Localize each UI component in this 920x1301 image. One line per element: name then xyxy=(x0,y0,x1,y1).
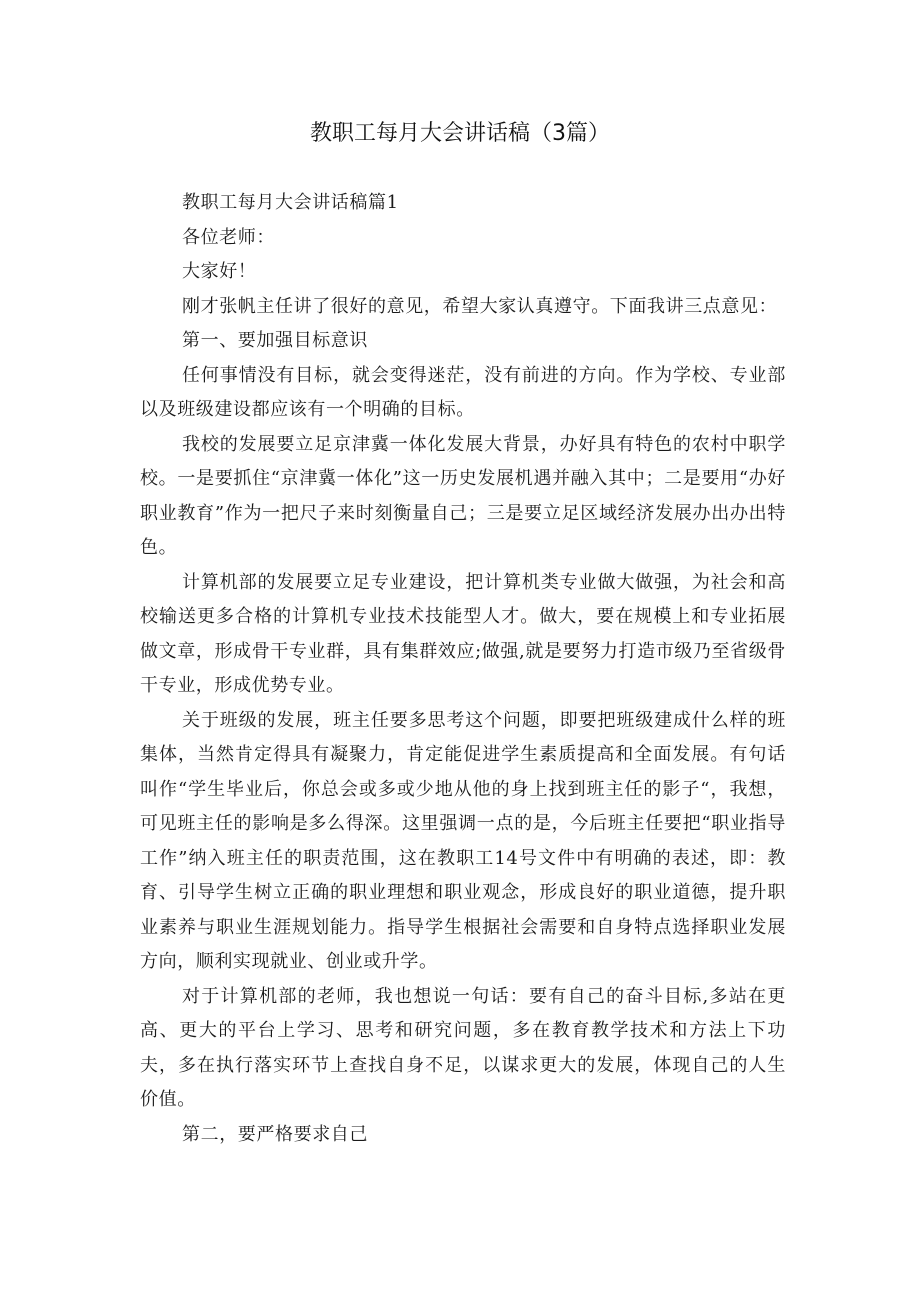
paragraph-section-heading: 教职工每月大会讲话稿篇1 xyxy=(182,192,399,213)
paragraph-intro: 刚才张帆主任讲了很好的意见，希望大家认真遵守。下面我讲三点意见： xyxy=(182,295,778,317)
paragraph-text: 我校的发展要立足京津冀一体化发展大背景，办好具有特色的农村中职学校。一是要抓住“京津冀一体化”这一历史发展机遇并融入其中；二是要用“办好职业教育”作为一把尺子来时刻衡量自己；三是要立足区域经济发展办出办出特色。 xyxy=(140,433,786,558)
paragraph-point-one-heading: 第一、要加强目标意识 xyxy=(182,330,368,351)
document-body xyxy=(140,186,786,1152)
paragraph-text: 对于计算机部的老师，我也想说一句话：要有自己的奋斗目标,多站在更高、更大的平台上学习、思考和研究问题，多在教育教学技术和方法上下功夫，多在执行落实环节上查找自身不足，以谋求更大的发展，体现自己的人生价值。 xyxy=(140,985,786,1110)
paragraph-point-two-heading: 第二，要严格要求自己 xyxy=(182,1123,368,1145)
paragraph-salutation: 各位老师： xyxy=(182,226,275,248)
paragraph-text: 任何事情没有目标，就会变得迷茫，没有前进的方向。作为学校、专业部以及班级建设都应该有一个明确的目标。 xyxy=(140,364,786,420)
paragraph-greeting: 大家好！ xyxy=(182,261,257,282)
document-title: 教职工每月大会讲话稿（3篇） xyxy=(310,121,610,146)
paragraph-text: 关于班级的发展，班主任要多思考这个问题，即要把班级建成什么样的班集体，当然肯定得具有凝聚力，肯定能促进学生素质提高和全面发展。有句话叫作“学生毕业后，你总会或多或少地从他的身上找到班主任的影子“，我想，可见班主任的影响是多么得深。这里强调一点的是，今后班主任要把“职业指导工作”纳入班主任的职责范围，这在教职工14号文件中有明确的表述，即：教育、引导学生树立正确的职业理想和职业观念，形成良好的职业道德，提升职业素养与职业生涯规划能力。指导学生根据社会需要和自身特点选择职业发展方向，顺利实现就业、创业或升学。 xyxy=(140,709,786,972)
paragraph-text: 计算机部的发展要立足专业建设，把计算机类专业做大做强，为社会和高校输送更多合格的计算机专业技术技能型人才。做大，要在规模上和专业拓展做文章，形成骨干专业群，具有集群效应;做强,就是要努力打造市级乃至省级骨干专业，形成优势专业。 xyxy=(140,571,786,696)
